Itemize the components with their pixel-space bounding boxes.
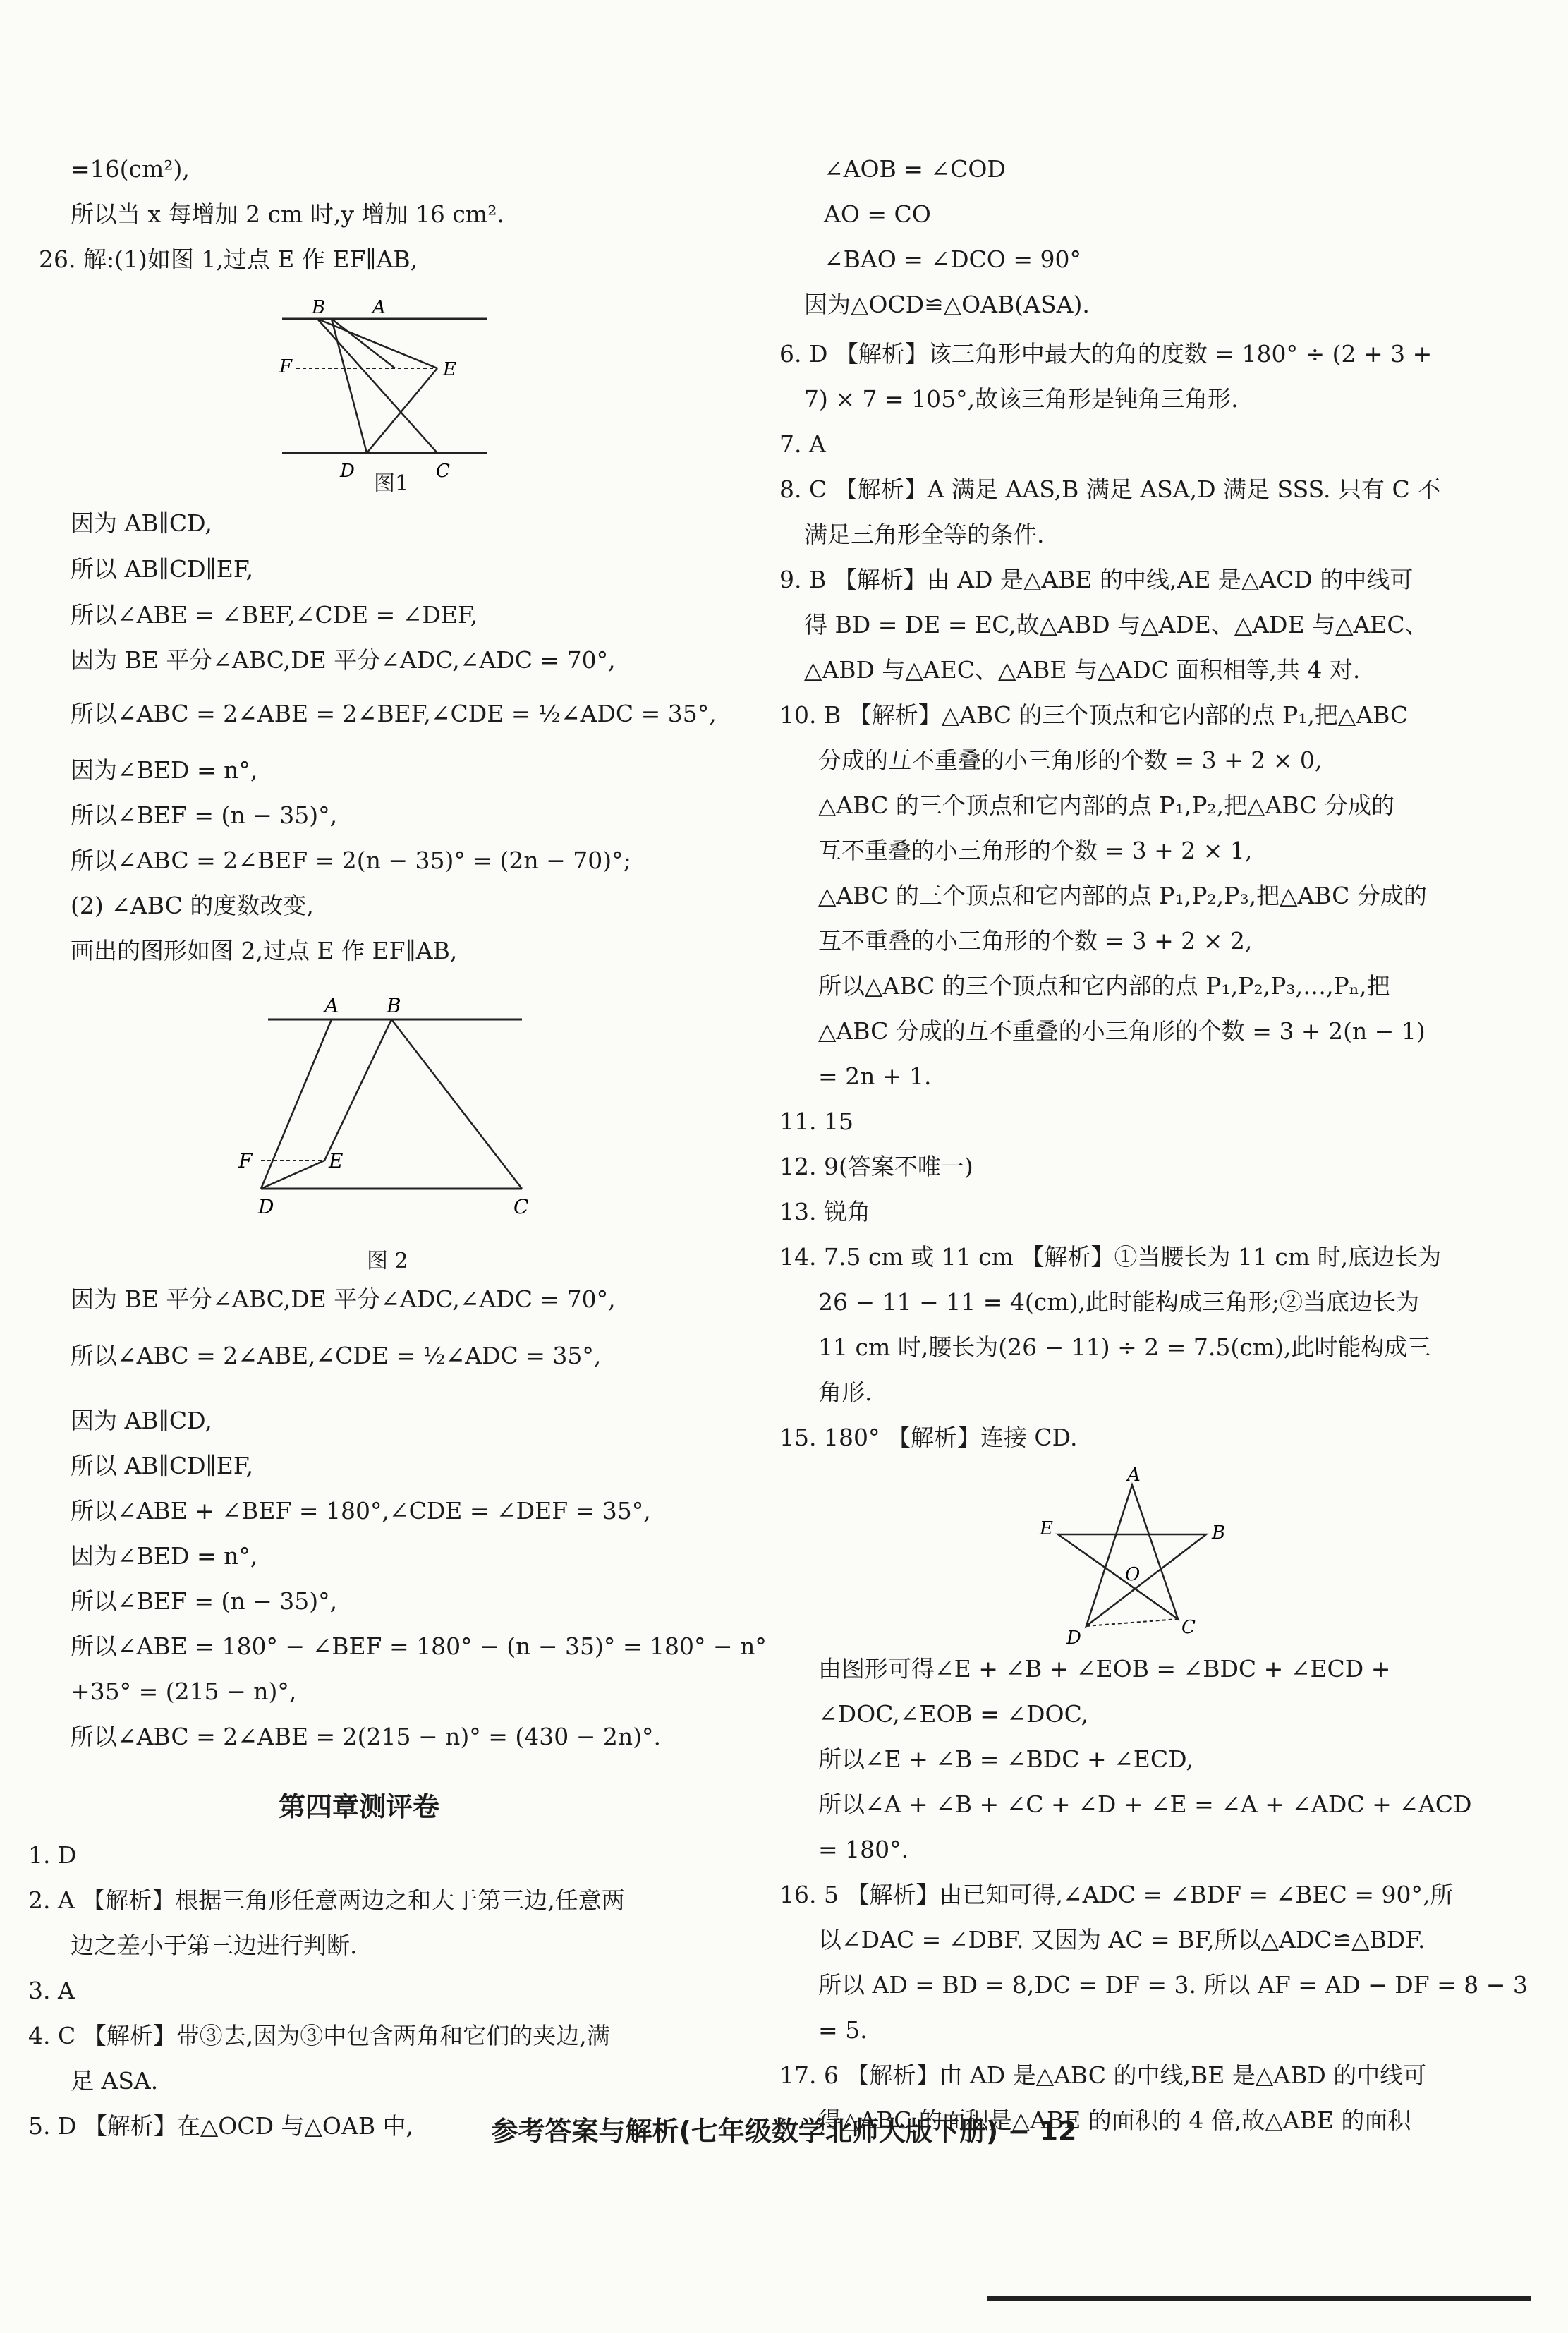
left-text-line: 边之差小于第三边进行判断.	[71, 1932, 358, 1959]
figure-3-star	[1030, 1464, 1256, 1647]
right-text-line: 12. 9(答案不唯一)	[779, 1153, 973, 1180]
fig3-label-b: B	[1212, 1522, 1226, 1544]
right-text-line: ∠BAO = ∠DCO = 90°	[824, 246, 1081, 273]
right-text-line: 角形.	[818, 1378, 873, 1406]
right-text-line: △ABD 与△AEC、△ABE 与△ADC 面积相等,共 4 对.	[804, 656, 1361, 684]
fig2-label-e: E	[329, 1149, 344, 1172]
fig1-label-e: E	[443, 359, 456, 380]
right-text-line: 所以∠E + ∠B = ∠BDC + ∠ECD,	[818, 1745, 1193, 1773]
fig1-label-a: A	[372, 297, 386, 318]
figure-2	[233, 991, 536, 1224]
page-footer: 参考答案与解析(七年级数学北师大版下册) − 12	[491, 2116, 1077, 2147]
right-text-line: 7) × 7 = 105°,故该三角形是钝角三角形.	[804, 385, 1239, 413]
left-text-line: 因为∠BED = n°,	[71, 1542, 258, 1570]
right-text-line: 16. 5 【解析】由已知可得,∠ADC = ∠BDF = ∠BEC = 90°,所	[779, 1881, 1454, 1908]
right-text-line: ∠DOC,∠EOB = ∠DOC,	[818, 1700, 1089, 1728]
right-text-line: 6. D 【解析】该三角形中最大的角的度数 = 180° ÷ (2 + 3 +	[779, 340, 1433, 368]
right-text-line: AO = CO	[824, 200, 931, 228]
right-text-line: 17. 6 【解析】由 AD 是△ABC 的中线,BE 是△ABD 的中线可	[779, 2061, 1427, 2089]
left-text-line: 2. A 【解析】根据三角形任意两边之和大于第三边,任意两	[28, 1886, 625, 1914]
left-text-line: 所以∠ABE = ∠BEF,∠CDE = ∠DEF,	[71, 601, 478, 629]
right-text-line: 互不重叠的小三角形的个数 = 3 + 2 × 1,	[818, 837, 1253, 864]
fig1-label-f: F	[279, 356, 293, 377]
fig1-label-d: D	[340, 461, 355, 482]
figure-1	[275, 296, 508, 487]
left-text-line: (2) ∠ABC 的度数改变,	[71, 892, 314, 919]
left-text-line: +35° = (215 − n)°,	[71, 1678, 297, 1705]
right-text-line: 11 cm 时,腰长为(26 − 11) ÷ 2 = 7.5(cm),此时能构成三	[818, 1333, 1431, 1361]
right-text-line: 7. A	[779, 430, 826, 458]
right-text-line: 11. 15	[779, 1108, 853, 1135]
right-text-line: 由图形可得∠E + ∠B + ∠EOB = ∠BDC + ∠ECD +	[818, 1655, 1391, 1683]
left-text-line: 3. A	[28, 1977, 75, 2004]
fig3-label-e: E	[1040, 1518, 1053, 1539]
left-text-line: 因为 AB∥CD,	[71, 1407, 212, 1434]
left-text-line: 因为∠BED = n°,	[71, 756, 258, 784]
left-text-line: 所以∠ABE = 180° − ∠BEF = 180° − (n − 35)° = 180° − n°	[71, 1632, 767, 1660]
right-text-line: △ABC 的三个顶点和它内部的点 P₁,P₂,P₃,把△ABC 分成的	[818, 882, 1427, 909]
fig3-label-a: A	[1127, 1465, 1141, 1486]
right-text-line: 26 − 11 − 11 = 4(cm),此时能构成三角形;②当底边长为	[818, 1288, 1419, 1316]
fig1-label-c: C	[436, 461, 450, 482]
fig2-label-c: C	[513, 1195, 529, 1218]
left-text-line: 因为 BE 平分∠ABC,DE 平分∠ADC,∠ADC = 70°,	[71, 1285, 616, 1313]
fig3-label-c: C	[1181, 1617, 1196, 1638]
left-text-line: 因为 BE 平分∠ABC,DE 平分∠ADC,∠ADC = 70°,	[71, 646, 616, 674]
left-text-line: 所以 AB∥CD∥EF,	[71, 555, 254, 583]
right-text-line: 分成的互不重叠的小三角形的个数 = 3 + 2 × 0,	[818, 746, 1323, 774]
left-text-line: 所以∠ABC = 2∠ABE = 2∠BEF,∠CDE = ½∠ADC = 35°,	[71, 700, 717, 727]
left-text-line: 所以 AB∥CD∥EF,	[71, 1452, 254, 1479]
right-text-line: 所以∠A + ∠B + ∠C + ∠D + ∠E = ∠A + ∠ADC + ∠ACD	[818, 1790, 1472, 1818]
left-text-line: 所以∠ABC = 2∠BEF = 2(n − 35)° = (2n − 70)°;	[71, 847, 631, 874]
right-text-line: 互不重叠的小三角形的个数 = 3 + 2 × 2,	[818, 927, 1253, 955]
right-text-line: 所以 AD = BD = 8,DC = DF = 3. 所以 AF = AD − DF = 8 − 3	[818, 1971, 1528, 1999]
figure-2-caption: 图 2	[367, 1249, 408, 1273]
left-text-line: 所以∠ABE + ∠BEF = 180°,∠CDE = ∠DEF = 35°,	[71, 1497, 651, 1525]
left-text-line: 画出的图形如图 2,过点 E 作 EF∥AB,	[71, 937, 458, 964]
fig2-label-f: F	[238, 1149, 253, 1172]
footer-rule	[987, 2296, 1531, 2301]
left-text-line: 1. D	[28, 1841, 77, 1869]
right-text-line: 9. B 【解析】由 AD 是△ABE 的中线,AE 是△ACD 的中线可	[779, 566, 1414, 593]
left-text-line: 因为 AB∥CD,	[71, 509, 212, 537]
right-text-line: 13. 锐角	[779, 1198, 870, 1225]
left-text-line: =16(cm²),	[71, 155, 190, 183]
right-text-line: 所以△ABC 的三个顶点和它内部的点 P₁,P₂,P₃,…,Pₙ,把	[818, 972, 1390, 1000]
left-text-line: 足 ASA.	[71, 2067, 159, 2095]
right-text-line: ∠AOB = ∠COD	[824, 155, 1006, 183]
right-text-line: = 180°.	[818, 1836, 909, 1863]
fig2-label-a: A	[324, 994, 339, 1017]
right-text-line: 满足三角形全等的条件.	[804, 521, 1045, 548]
right-text-line: △ABC 的三个顶点和它内部的点 P₁,P₂,把△ABC 分成的	[818, 792, 1394, 819]
right-text-line: 以∠DAC = ∠DBF. 又因为 AC = BF,所以△ADC≌△BDF.	[818, 1926, 1426, 1953]
fig3-label-d: D	[1066, 1628, 1081, 1647]
left-text-line: 所以∠ABC = 2∠ABE,∠CDE = ½∠ADC = 35°,	[71, 1342, 602, 1369]
left-text-line: 所以∠BEF = (n − 35)°,	[71, 1587, 338, 1615]
left-text-line: 所以∠ABC = 2∠ABE = 2(215 − n)° = (430 − 2n)°.	[71, 1723, 662, 1750]
left-text-line: 4. C 【解析】带③去,因为③中包含两角和它们的夹边,满	[28, 2022, 610, 2049]
right-text-line: 得 BD = DE = EC,故△ABD 与△ADE、△ADE 与△AEC、	[804, 611, 1428, 638]
right-text-line: = 5.	[818, 2016, 868, 2044]
right-text-line: 得△ABC 的面积是△ABE 的面积的 4 倍,故△ABE 的面积	[818, 2107, 1411, 2134]
section-heading: 第四章测评卷	[279, 1791, 440, 1822]
right-text-line: 15. 180° 【解析】连接 CD.	[779, 1424, 1078, 1451]
fig1-label-b: B	[312, 297, 326, 318]
fig2-label-b: B	[387, 994, 401, 1017]
right-text-line: 因为△OCD≌△OAB(ASA).	[804, 291, 1090, 318]
fig2-label-d: D	[258, 1195, 274, 1218]
left-text-line: 26. 解:(1)如图 1,过点 E 作 EF∥AB,	[39, 246, 418, 273]
left-text-line: 所以∠BEF = (n − 35)°,	[71, 801, 338, 829]
right-text-line: = 2n + 1.	[818, 1062, 932, 1090]
right-text-line: 14. 7.5 cm 或 11 cm 【解析】①当腰长为 11 cm 时,底边长为	[779, 1243, 1442, 1271]
left-text-line: 5. D 【解析】在△OCD 与△OAB 中,	[28, 2112, 414, 2140]
right-text-line: 10. B 【解析】△ABC 的三个顶点和它内部的点 P₁,把△ABC	[779, 701, 1409, 729]
right-text-line: 8. C 【解析】A 满足 AAS,B 满足 ASA,D 满足 SSS. 只有 C 不	[779, 475, 1441, 503]
left-text-line: 所以当 x 每增加 2 cm 时,y 增加 16 cm².	[71, 200, 504, 228]
right-text-line: △ABC 分成的互不重叠的小三角形的个数 = 3 + 2(n − 1)	[818, 1017, 1426, 1045]
fig3-label-o: O	[1125, 1564, 1141, 1585]
figure-1-caption: 图1	[374, 471, 409, 496]
